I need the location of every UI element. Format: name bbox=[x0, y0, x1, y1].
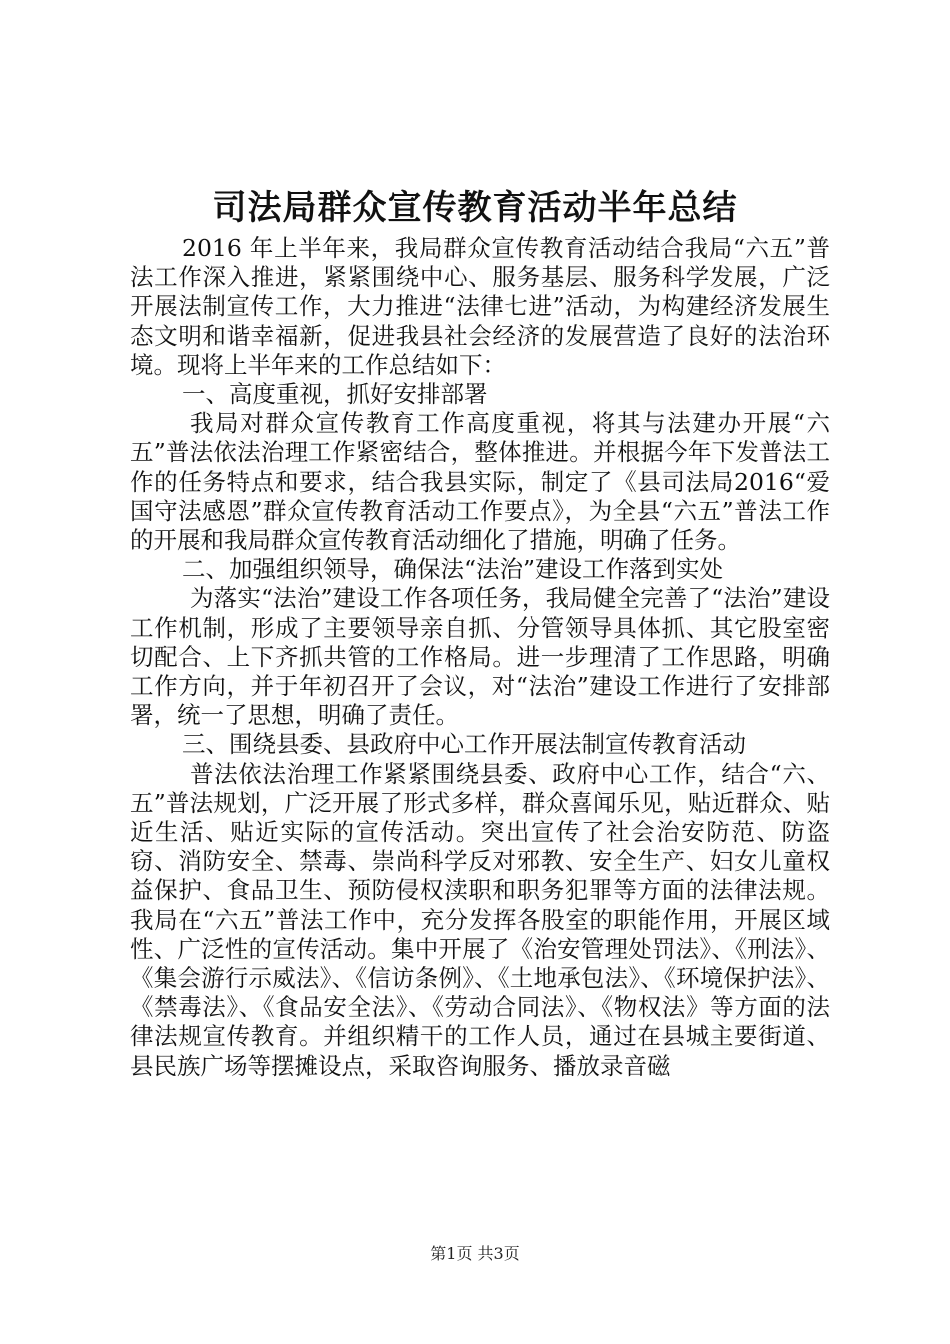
document-title: 司法局群众宣传教育活动半年总结 bbox=[212, 188, 738, 228]
section-body-1: 我局对群众宣传教育工作高度重视，将其与法建办开展“六五”普法依法治理工作紧密结合，整体推进。并根据今年下发普法工作的任务特点和要求，结合我县实际，制定了《县司法局2016“爱国守法感恩”群众宣传教育活动工作要点》，为全县“六五”普法工作的开展和我局群众宣传教育活动细化了措施，明确了任务。 bbox=[130, 409, 830, 555]
document-body bbox=[130, 234, 830, 1081]
section-body-3: 普法依法治理工作紧紧围绕县委、政府中心工作，结合“六、五”普法规划，广泛开展了形式多样，群众喜闻乐见，贴近群众、贴近生活、贴近实际的宣传活动。突出宣传了社会治安防范、防盗窃、消防安全、禁毒、崇尚科学反对邪教、安全生产、妇女儿童权益保护、食品卫生、预防侵权渎职和职务犯罪等方面的法律法规。我局在“六五”普法工作中，充分发挥各股室的职能作用，开展区域性、广泛性的宣传活动。集中开展了《治安管理处罚法》、《刑法》、《集会游行示威法》、《信访条例》、《土地承包法》、《环境保护法》、《禁毒法》、《食品安全法》、《劳动合同法》、《物权法》等方面的法律法规宣传教育。并组织精干的工作人员，通过在县城主要街道、县民族广场等摆摊设点，采取咨询服务、播放录音磁 bbox=[130, 759, 830, 1080]
section-heading-2: 二、加强组织领导，确保法“法治”建设工作落到实处 bbox=[182, 555, 724, 584]
section-heading-1: 一、高度重视，抓好安排部署 bbox=[182, 380, 488, 409]
section-heading-3: 三、围绕县委、县政府中心工作开展法制宣传教育活动 bbox=[182, 730, 746, 759]
section-body-2: 为落实“法治”建设工作各项任务，我局健全完善了“法治”建设工作机制，形成了主要领导亲自抓、分管领导具体抓、其它股室密切配合、上下齐抓共管的工作格局。进一步理清了工作思路，明确工作方向，并于年初召开了会议，对“法治”建设工作进行了安排部署，统一了思想，明确了责任。 bbox=[130, 584, 830, 730]
intro-paragraph: 2016 年上半年来，我局群众宣传教育活动结合我局“六五”普法工作深入推进，紧紧围绕中心、服务基层、服务科学发展，广泛开展法制宣传工作，大力推进“法律七进”活动，为构建经济发展生态文明和谐幸福新，促进我县社会经济的发展营造了良好的法治环境。现将上半年来的工作总结如下： bbox=[130, 234, 830, 379]
page-footer: 第1页 共3页 bbox=[430, 1244, 520, 1263]
